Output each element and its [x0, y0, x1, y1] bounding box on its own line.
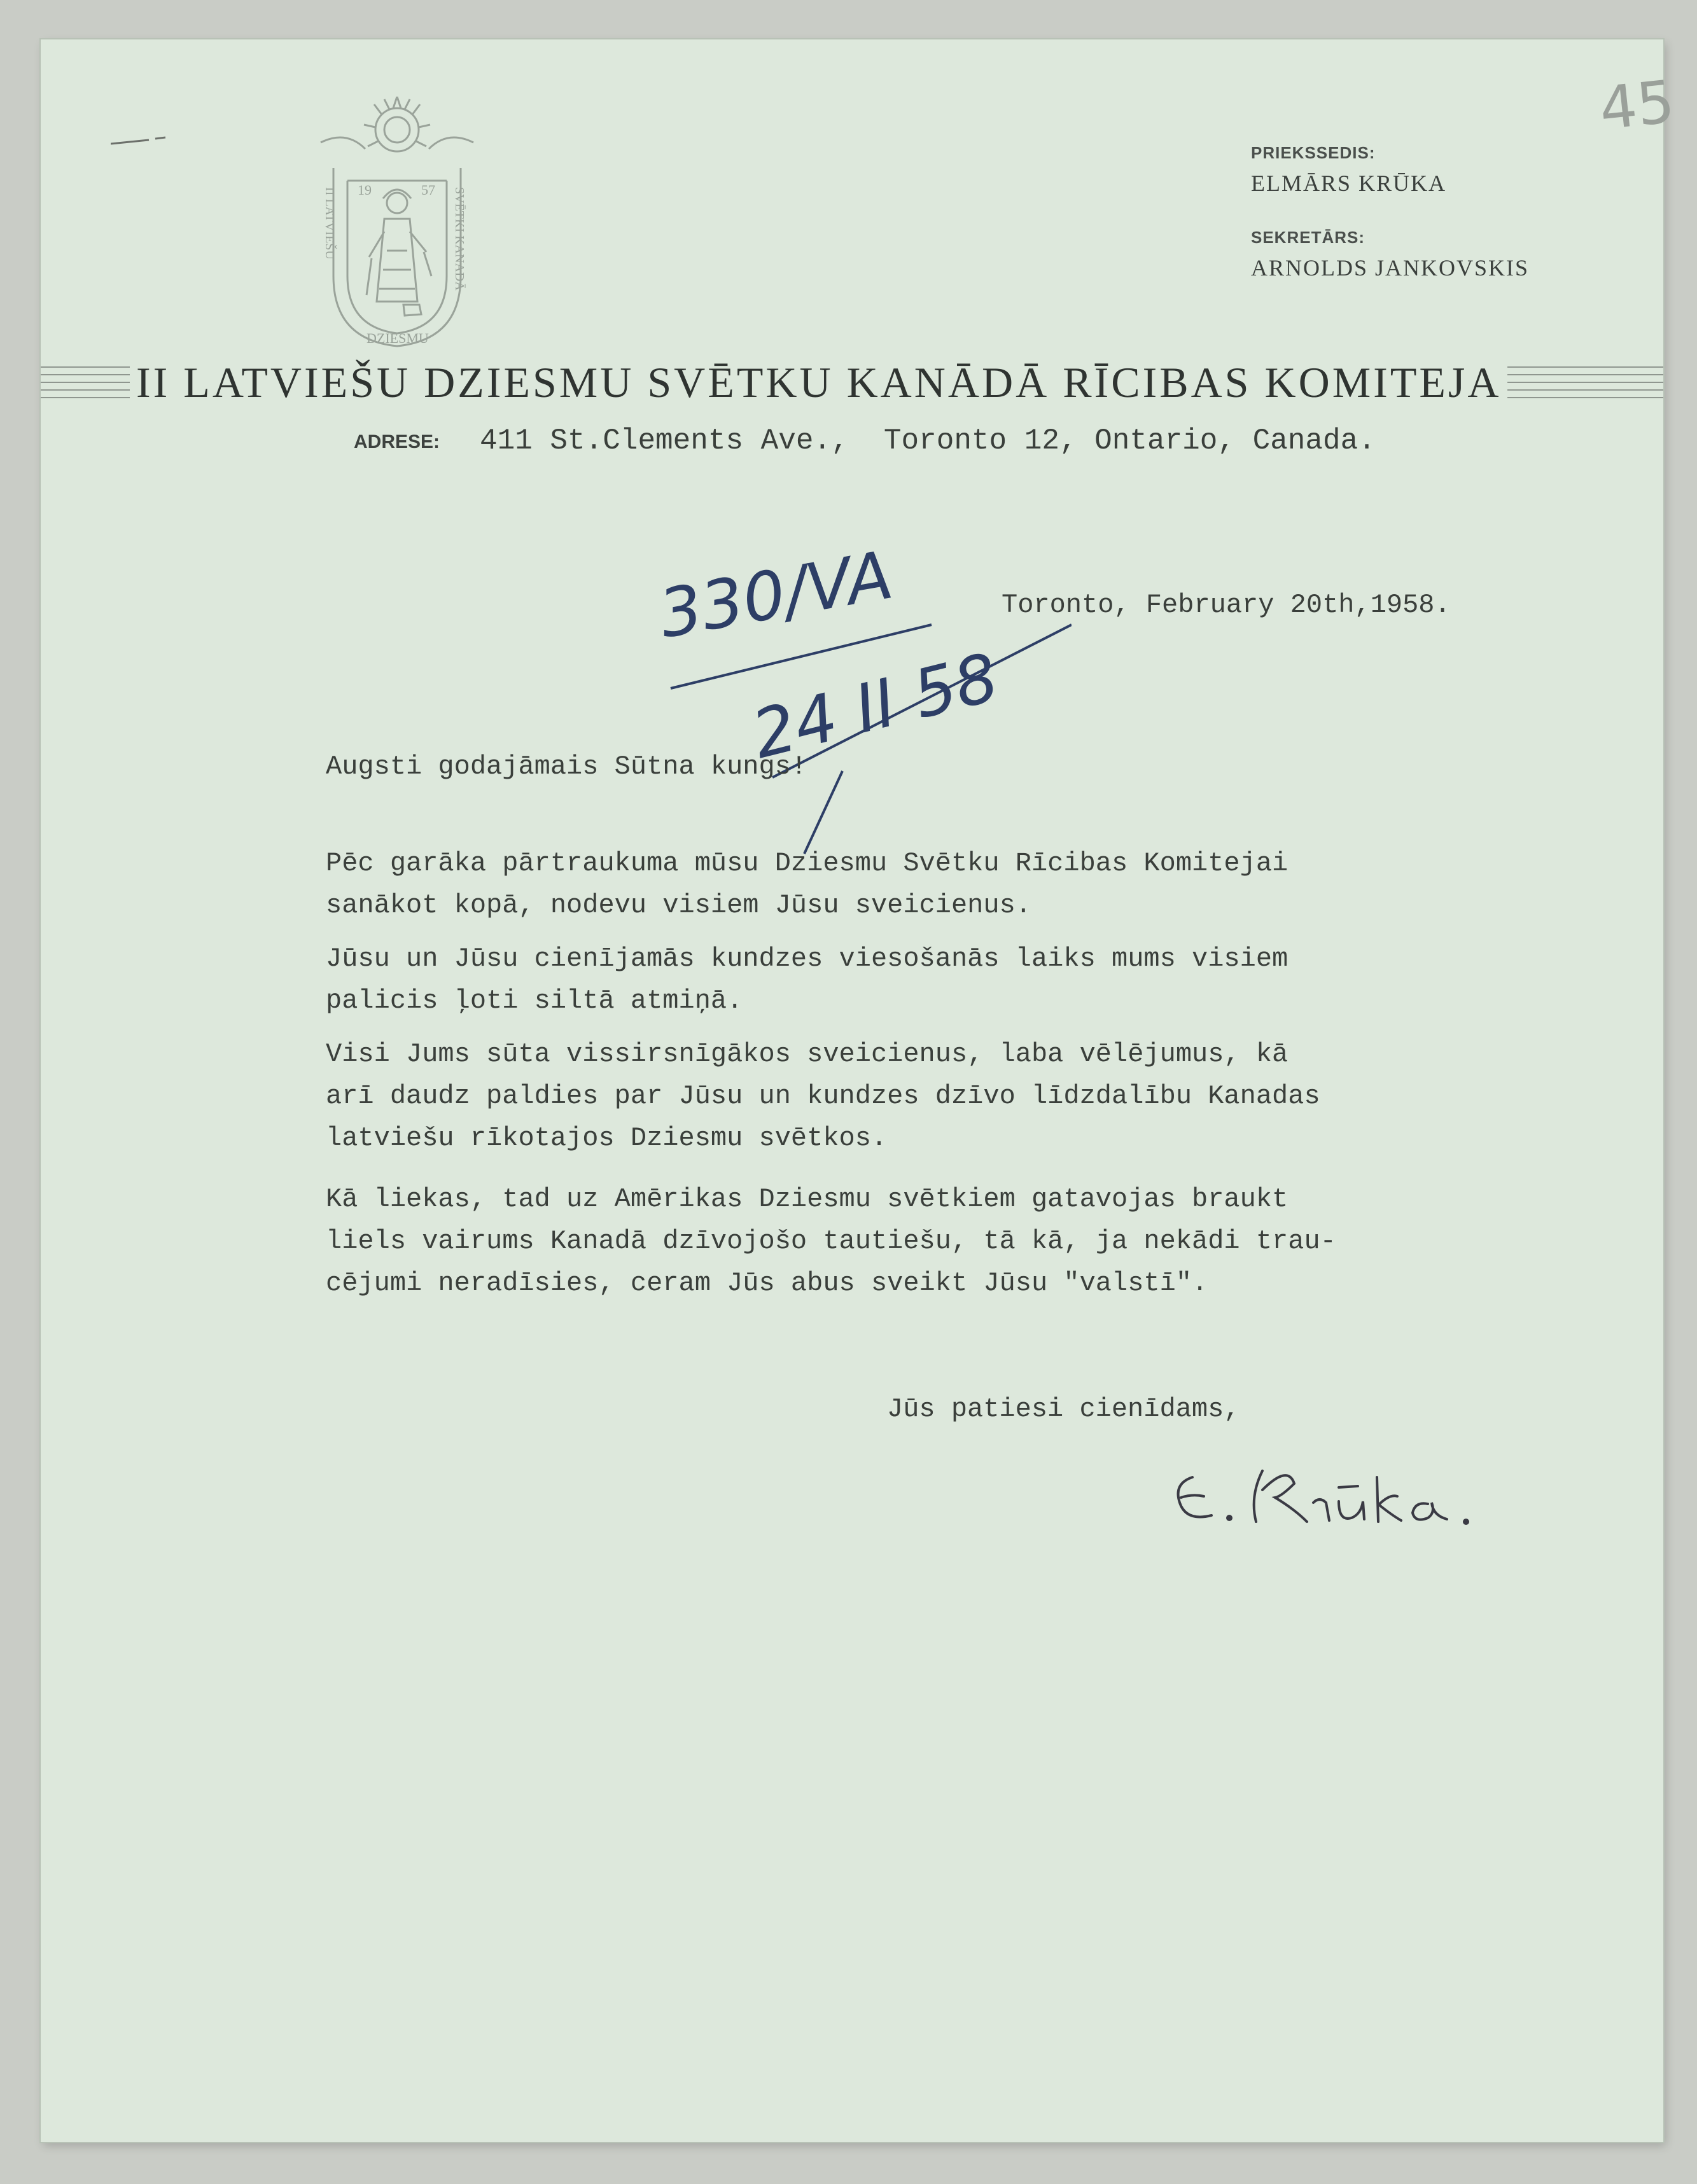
address-value: 411 St.Clements Ave., Toronto 12, Ontario, Canada.	[480, 424, 1376, 457]
emblem-logo	[308, 85, 486, 352]
secretary-name: ARNOLDS JANKOVSKIS	[1251, 255, 1530, 281]
letter-sheet	[41, 39, 1678, 2142]
chair-name: ELMĀRS KRŪKA	[1251, 170, 1447, 196]
annotation-reference: 330/VA	[653, 536, 898, 653]
paragraph-2: Jūsu un Jūsu cienījamās kundzes viesošanās laiks mums visiem palicis ļoti siltā atmiņā.	[326, 943, 1288, 1016]
secretary-label: SEKRETĀRS:	[1251, 228, 1365, 247]
annotation-date: 24 II 58	[744, 638, 1006, 774]
closing: Jūs patiesi cienīdams,	[887, 1394, 1240, 1424]
letter-date: Toronto, February 20th,1958.	[1002, 590, 1451, 620]
paragraph-1: Pēc garāka pārtraukuma mūsu Dziesmu Svētku Rīcibas Komitejai sanākot kopā, nodevu visiem Jūsu sveicienus.	[326, 848, 1288, 921]
paper-mark	[111, 135, 168, 148]
emblem-ribbon-bottom: DZIESMU	[367, 330, 429, 346]
paragraph-4: Kā liekas, tad uz Amērikas Dziesmu svētkiem gatavojas braukt liels vairums Kanadā dzīvojošo tautiešu, tā kā, ja nekādi trau- cējumi neradīsies, ceram Jūs abus sveikt Jūsu "valstī".	[326, 1184, 1336, 1298]
emblem-ribbon-right: SVĒTKI KANADĀ	[452, 187, 466, 291]
chair-label: PRIEKSSEDIS:	[1251, 143, 1376, 162]
organization-title: II LATVIEŠU DZIESMU SVĒTKU KANĀDĀ RĪCIBAS KOMITEJA	[130, 358, 1507, 408]
handwritten-signature	[1148, 1452, 1504, 1541]
address-label: ADRESE:	[354, 431, 440, 452]
page-number: 45	[1596, 67, 1678, 143]
salutation: Augsti godajāmais Sūtna kungs!	[326, 751, 807, 782]
emblem-ribbon-left: II LATVIEŠU	[323, 187, 337, 260]
handwritten-annotation	[626, 529, 1072, 860]
emblem-year-right: 57	[421, 182, 435, 198]
paragraph-3: Visi Jums sūta vissirsnīgākos sveicienus, laba vēlējumus, kā arī daudz paldies par Jūsu un kundzes dzīvo līdzdalību Kanadas latviešu rīkotajos Dziesmu svētkos.	[326, 1039, 1320, 1153]
emblem-year-left: 19	[358, 182, 372, 198]
